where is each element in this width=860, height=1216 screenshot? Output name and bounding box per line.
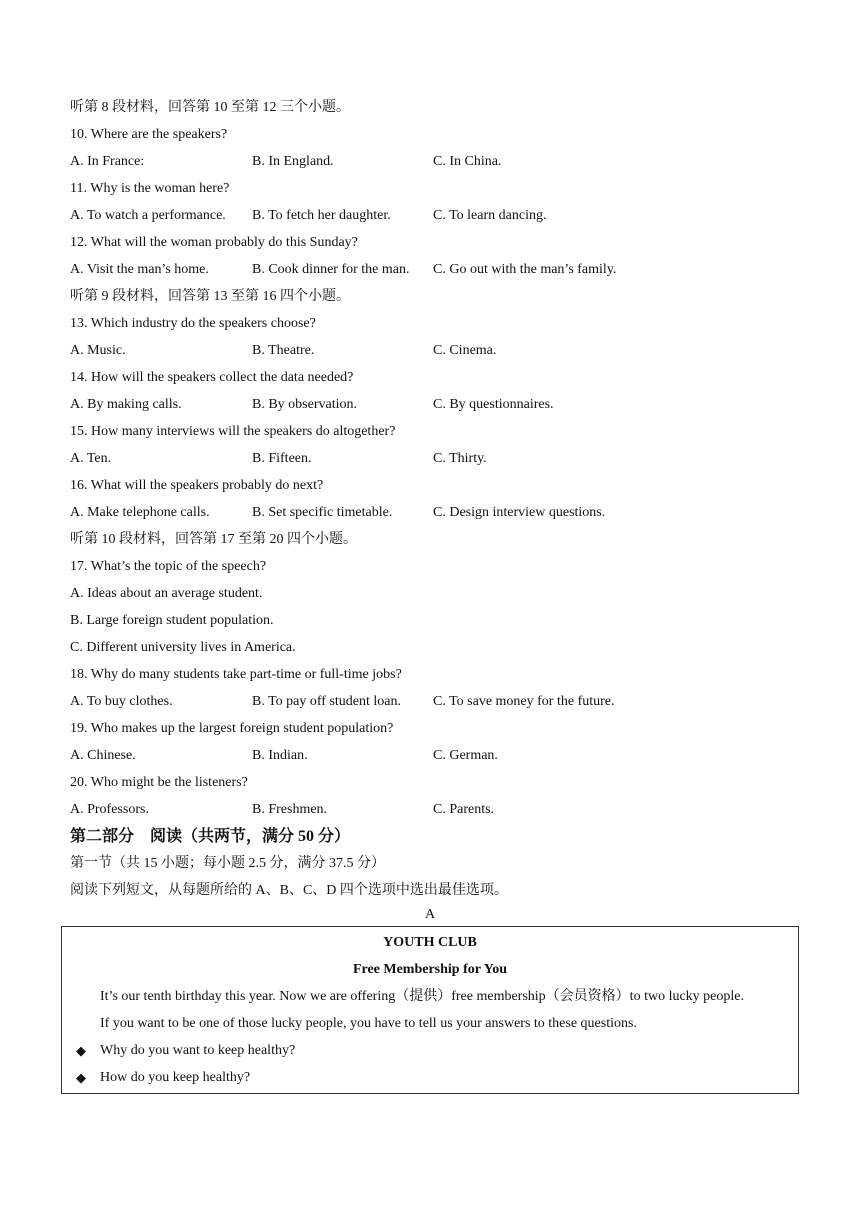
option-a: A. In France: (70, 154, 145, 169)
option-c: C. Thirty. (433, 451, 487, 466)
section-10-intro: 听第 10 段材料，回答第 17 至第 20 四个小题。 (70, 532, 357, 547)
question-11: 11. Why is the woman here? (70, 181, 230, 196)
question-16-options (70, 499, 800, 526)
option-a: A. Professors. (70, 802, 149, 817)
option-b: B. Indian. (252, 748, 308, 763)
option-c: C. Parents. (433, 802, 495, 817)
passage-paragraph: It’s our tenth birthday this year. Now we are offering（提供）free membership（会员资格）to two lucky people. (100, 989, 744, 1004)
option-b: B. Fifteen. (252, 451, 312, 466)
passage-letter: A (424, 907, 436, 922)
option-c: C. To save money for the future. (433, 694, 615, 709)
question-17: 17. What’s the topic of the speech? (70, 559, 267, 574)
question-13: 13. Which industry do the speakers choose? (70, 316, 316, 331)
question-19: 19. Who makes up the largest foreign student population? (70, 721, 394, 736)
question-15: 15. How many interviews will the speakers do altogether? (70, 424, 396, 439)
section-one-heading: 第一节（共 15 小题；每小题 2.5 分，满分 37.5 分） (70, 856, 385, 871)
question-10: 10. Where are the speakers? (70, 127, 228, 142)
question-16: 16. What will the speakers probably do next? (70, 478, 324, 493)
question-15-options (70, 445, 800, 472)
exam-page (70, 94, 800, 1094)
question-14: 14. How will the speakers collect the data needed? (70, 370, 354, 385)
option-b: B. In England. (252, 154, 334, 169)
passage-paragraph: If you want to be one of those lucky people, you have to tell us your answers to these questions. (100, 1016, 637, 1031)
option-b: B. To pay off student loan. (252, 694, 401, 709)
bullet-text: Why do you want to keep healthy? (100, 1043, 296, 1058)
option-b: B. Freshmen. (252, 802, 328, 817)
option-c: C. To learn dancing. (433, 208, 547, 223)
question-19-options (70, 742, 800, 769)
question-11-options (70, 202, 800, 229)
option-c: C. Cinema. (433, 343, 497, 358)
question-12: 12. What will the woman probably do this Sunday? (70, 235, 358, 250)
option-a: A. Visit the man’s home. (70, 262, 209, 277)
diamond-bullet-icon: ◆ (76, 1043, 86, 1058)
bullet-text: How do you keep healthy? (100, 1070, 251, 1085)
option-a: A. To watch a performance. (70, 208, 226, 223)
section-9-intro: 听第 9 段材料，回答第 13 至第 16 四个小题。 (70, 289, 350, 304)
question-12-options (70, 256, 800, 283)
option-a: A. To buy clothes. (70, 694, 173, 709)
option-c: C. By questionnaires. (433, 397, 554, 412)
option-a: A. Ten. (70, 451, 112, 466)
passage-subtitle: Free Membership for You (352, 962, 508, 977)
option-c: C. Different university lives in America. (70, 640, 296, 655)
question-18-options (70, 688, 800, 715)
question-18: 18. Why do many students take part-time or full-time jobs? (70, 667, 402, 682)
question-20-options (70, 796, 800, 823)
passage-title: YOUTH CLUB (383, 935, 477, 950)
option-c: C. Go out with the man’s family. (433, 262, 617, 277)
diamond-bullet-icon: ◆ (76, 1070, 86, 1085)
option-c: C. German. (433, 748, 498, 763)
option-b: B. To fetch her daughter. (252, 208, 391, 223)
part-two-title: 第二部分 阅读（共两节，满分 50 分） (70, 828, 351, 845)
option-a: A. Ideas about an average student. (70, 586, 263, 601)
option-c: C. In China. (433, 154, 502, 169)
bullet-item (62, 1037, 798, 1064)
option-a: A. By making calls. (70, 397, 182, 412)
option-c: C. Design interview questions. (433, 505, 606, 520)
question-14-options (70, 391, 800, 418)
option-b: B. By observation. (252, 397, 357, 412)
reading-instruction: 阅读下列短文，从每题所给的 A、B、C、D 四个选项中选出最佳选项。 (70, 883, 508, 898)
option-b: B. Large foreign student population. (70, 613, 274, 628)
question-10-options (70, 148, 800, 175)
question-13-options (70, 337, 800, 364)
passage-a-box (61, 926, 799, 1094)
question-20: 20. Who might be the listeners? (70, 775, 248, 790)
bullet-item (62, 1064, 798, 1091)
option-b: B. Theatre. (252, 343, 315, 358)
option-b: B. Cook dinner for the man. (252, 262, 410, 277)
option-a: A. Make telephone calls. (70, 505, 210, 520)
option-a: A. Music. (70, 343, 126, 358)
option-b: B. Set specific timetable. (252, 505, 393, 520)
option-a: A. Chinese. (70, 748, 136, 763)
section-8-intro: 听第 8 段材料，回答第 10 至第 12 三个小题。 (70, 100, 350, 115)
